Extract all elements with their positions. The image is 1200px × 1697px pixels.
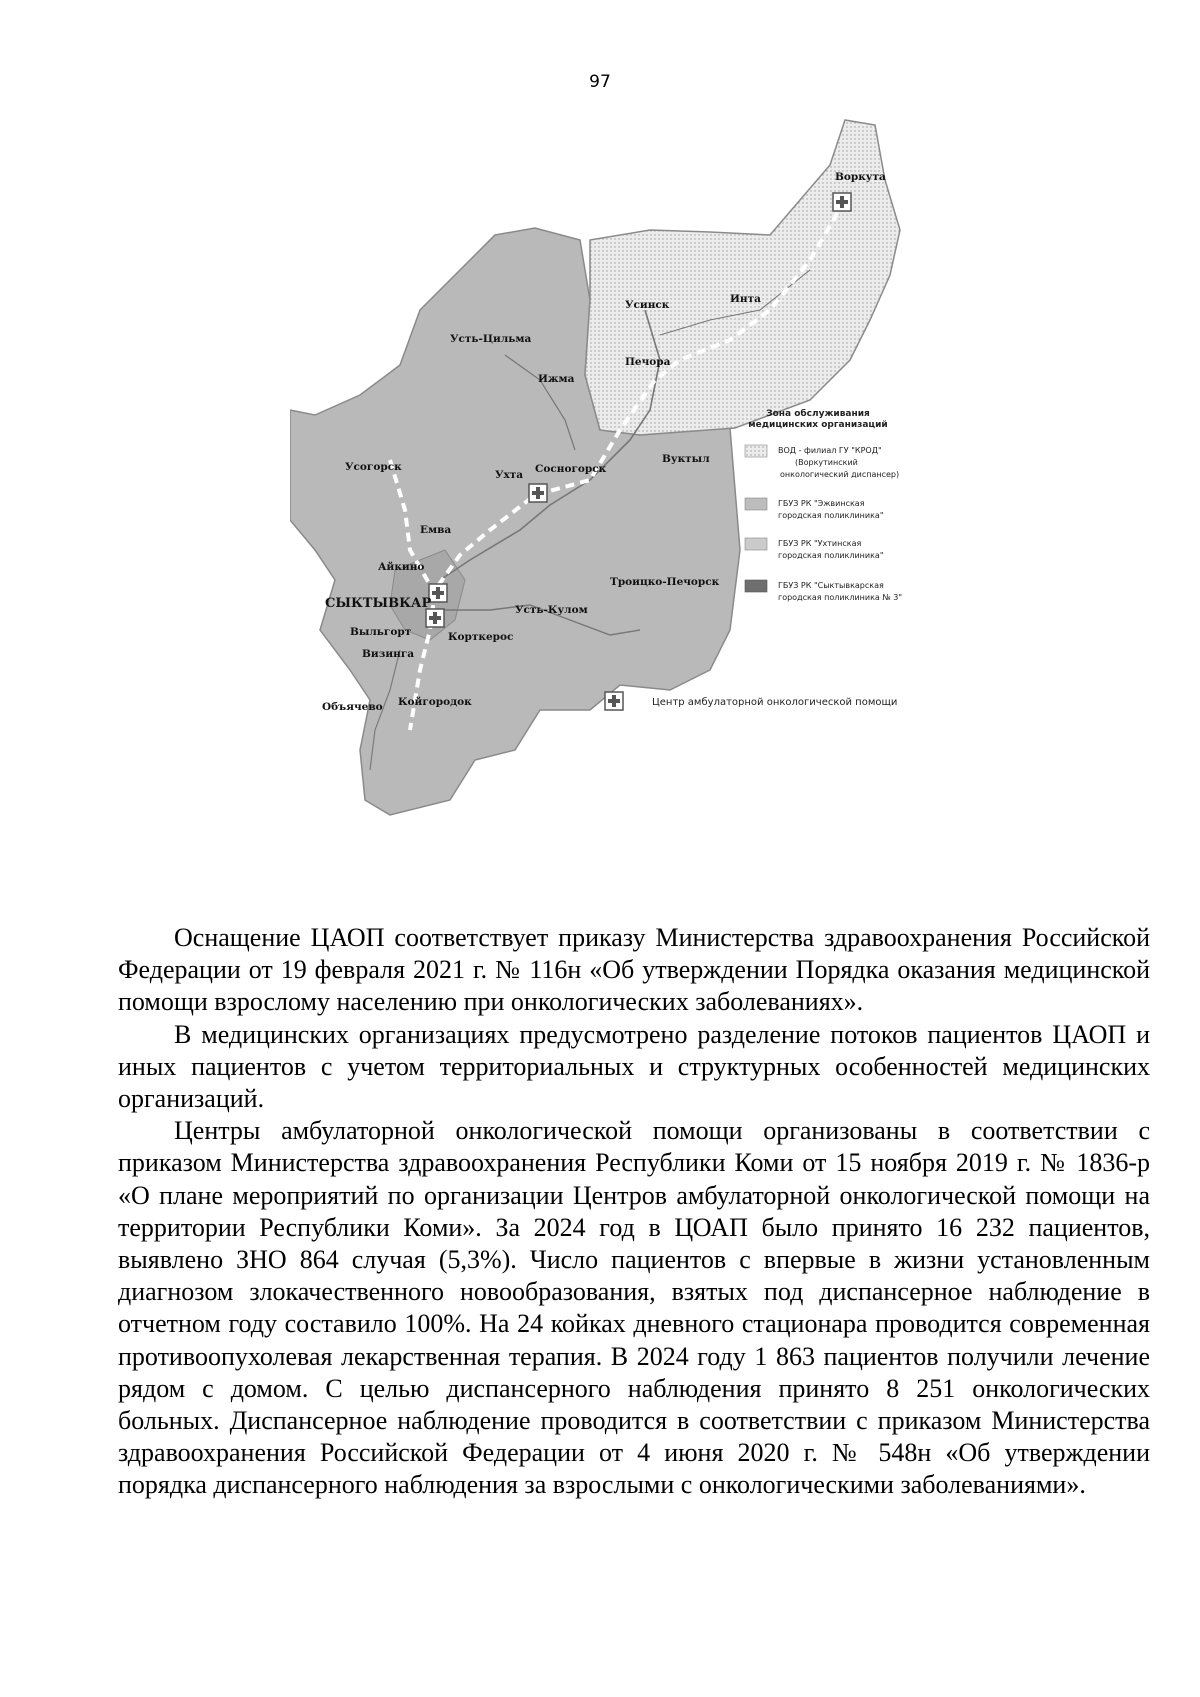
city-usogorsk: Усогорск bbox=[345, 461, 402, 473]
city-vylgort: Выльгорт bbox=[350, 626, 412, 638]
city-vuktyl: Вуктыл bbox=[662, 453, 710, 465]
legend-item-3-line-1: ГБУЗ РК "Ухтинская bbox=[778, 539, 862, 548]
legend-center-label: Центр амбулаторной онкологической помощи bbox=[652, 697, 898, 708]
city-pechora: Печора bbox=[625, 356, 671, 368]
center-syktyvkar-2 bbox=[426, 609, 444, 627]
legend-item-2-line-2: городская поликлиника" bbox=[778, 511, 884, 520]
city-usinsk: Усинск bbox=[625, 299, 670, 311]
page-number: 97 bbox=[589, 72, 611, 92]
city-vorkuta: Воркута bbox=[835, 171, 886, 183]
city-sosnogorsk: Сосногорск bbox=[535, 463, 607, 475]
legend-center-icon bbox=[605, 692, 623, 710]
legend-item-1-line-2: (Воркутинский bbox=[795, 458, 858, 467]
center-ukhta bbox=[529, 484, 547, 502]
legend-item-2-line-1: ГБУЗ РК "Эжвинская bbox=[778, 499, 865, 508]
city-ust-tsilma: Усть-Цильма bbox=[450, 333, 532, 345]
zone-vorkuta bbox=[585, 120, 900, 435]
city-koygorodok: Койгородок bbox=[398, 696, 472, 708]
paragraph-patient-flows: В медицинских организациях предусмотрено разделение потоков пациентов ЦАОП и иных пациентов с учетом территориальных и структурных особенностей медицинских организаций. bbox=[118, 1019, 1150, 1114]
legend-item-1-line-1: ВОД - филиал ГУ "КРОД" bbox=[778, 446, 882, 455]
city-ust-kulom: Усть-Кулом bbox=[515, 604, 588, 616]
legend-swatch-ezhva bbox=[745, 498, 767, 510]
legend-item-4-line-1: ГБУЗ РК "Сыктывкарская bbox=[778, 581, 884, 590]
city-kortkeros: Корткерос bbox=[448, 631, 514, 643]
komi-service-zone-map bbox=[290, 110, 990, 890]
paragraph-equipment: Оснащение ЦАОП соответствует приказу Министерства здравоохранения Российской Федерации от 19 февраля 2021 г. № 116н «Об утверждении Порядка оказания медицинской помощи взрослому населению при онкологических заболеваниях». bbox=[118, 923, 1150, 1017]
legend-item-1-line-3: онкологический диспансер) bbox=[780, 470, 900, 479]
city-vizinga: Визинга bbox=[362, 648, 415, 660]
city-emva: Емва bbox=[420, 524, 452, 536]
city-syktyvkar: СЫКТЫВКАР bbox=[325, 596, 432, 611]
city-obyachevo: Объячево bbox=[322, 701, 383, 713]
legend-swatch-vorkuta bbox=[745, 445, 767, 457]
body-text bbox=[118, 922, 1150, 1502]
city-aikino: Айкино bbox=[378, 561, 425, 573]
center-syktyvkar-1 bbox=[429, 584, 447, 602]
city-troitsko-pechorsk: Троицко-Печорск bbox=[610, 576, 720, 588]
city-ukhta: Ухта bbox=[495, 469, 524, 481]
legend-swatch-syktyvkar bbox=[745, 580, 767, 592]
city-inta: Инта bbox=[730, 293, 761, 305]
legend-title-1: Зона обслуживания bbox=[766, 409, 870, 419]
legend-title-2: медицинских организаций bbox=[748, 420, 888, 430]
legend-item-4-line-2: городская поликлиника № 3" bbox=[778, 593, 903, 602]
legend-swatch-ukhta bbox=[745, 538, 767, 550]
legend-item-3-line-2: городская поликлиника" bbox=[778, 551, 884, 560]
center-vorkuta bbox=[833, 193, 851, 211]
city-izhma: Ижма bbox=[538, 373, 575, 385]
paragraph-centers: Центры амбулаторной онкологической помощи организованы в соответствии с приказом Министерства здравоохранения Республики Коми от 15 ноября 2019 г. № 1836-р «О плане мероприятий по организации Центров амбулаторной онкологической помощи на территории Республики Коми». За 2024 год в ЦОАП было принято 16 232 пациентов, выявлено ЗНО 864 случая (5,3%). Число пациентов с впервые в жизни установленным диагнозом злокачественного новообразования, взятых под диспансерное наблюдение в отчетном году составило 100%. На 24 койках дневного стационара проводится современная противоопухолевая лекарственная терапия. В 2024 году 1 863 пациентов получили лечение рядом с домом. С целью диспансерного наблюдения принято 8 251 онкологических больных. Диспансерное наблюдение проводится в соответствии с приказом Министерства здравоохранения Российской Федерации от 4 июня 2020 г. № 548н «Об утверждении порядка диспансерного наблюдения за взрослыми с онкологическими заболеваниями». bbox=[118, 1116, 1150, 1500]
